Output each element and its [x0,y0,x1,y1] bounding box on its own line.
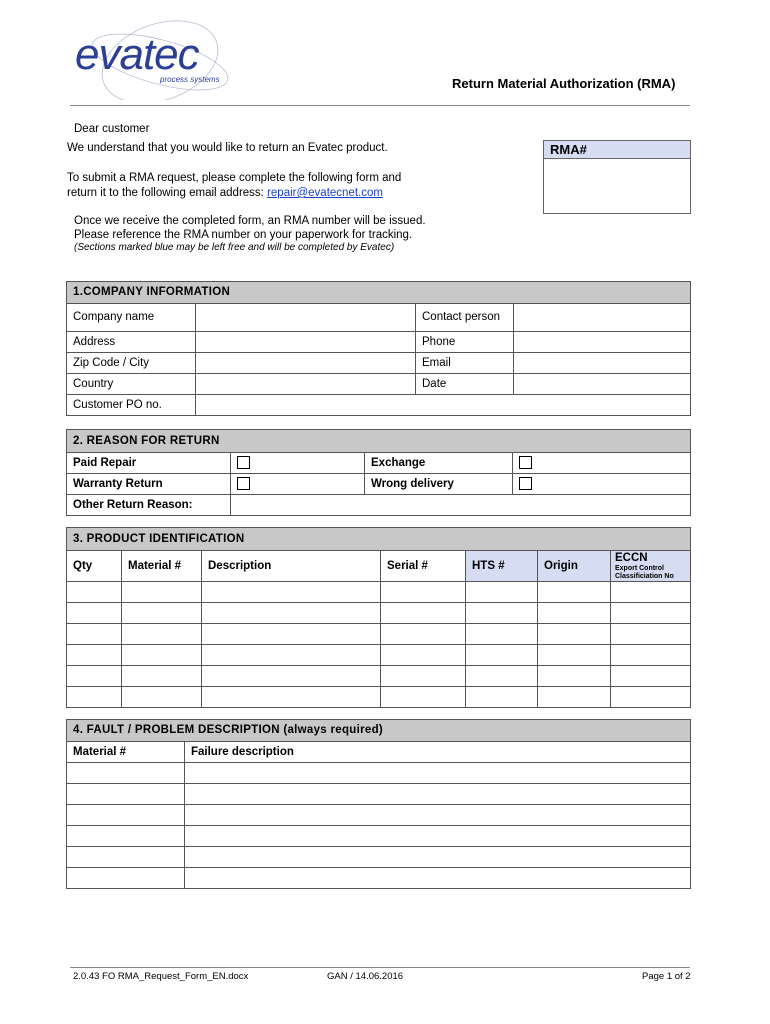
table-cell[interactable] [202,582,381,603]
table-cell[interactable] [67,666,122,687]
table-row [67,847,691,868]
intro-line-3a: Once we receive the completed form, an RMA number will be issued. [74,215,426,227]
table-row [67,603,691,624]
intro-line-2b [67,186,383,200]
failure-description-header: Failure description [185,742,691,763]
customer-po-label: Customer PO no. [67,395,196,416]
table-row [67,645,691,666]
table-cell[interactable] [538,645,611,666]
fault-material-header: Material # [67,742,185,763]
logo-wordmark: evatec [75,30,199,79]
table-cell[interactable] [381,624,466,645]
paid-repair-cell [231,453,365,474]
table-cell[interactable] [67,763,185,784]
material-header: Material # [122,551,202,582]
rma-number-field[interactable] [544,159,690,213]
origin-header: Origin [538,551,611,582]
table-cell[interactable] [202,666,381,687]
table-cell[interactable] [185,868,691,889]
table-cell[interactable] [185,805,691,826]
table-row [67,582,691,603]
table-cell[interactable] [67,603,122,624]
contact-person-label: Contact person [416,304,514,332]
table-cell[interactable] [611,624,691,645]
address-label: Address [67,332,196,353]
table-cell[interactable] [611,687,691,708]
email-label: Email [416,353,514,374]
table-cell[interactable] [466,687,538,708]
fault-description-table [66,719,691,889]
description-header: Description [202,551,381,582]
logo-tagline: process systems [160,75,220,84]
table-cell[interactable] [466,624,538,645]
warranty-return-label: Warranty Return [67,474,231,495]
table-row [67,868,691,889]
table-cell[interactable] [202,624,381,645]
table-cell[interactable] [67,826,185,847]
table-row [67,826,691,847]
table-row [67,687,691,708]
footer-doc-ref: 2.0.43 FO RMA_Request_Form_EN.docx [73,971,249,982]
table-cell[interactable] [122,666,202,687]
table-cell[interactable] [202,603,381,624]
company-name-label: Company name [67,304,196,332]
table-cell[interactable] [67,805,185,826]
email-link[interactable]: repair@evatecnet.com [267,187,383,199]
table-cell[interactable] [538,582,611,603]
table-cell[interactable] [381,687,466,708]
footer-page-number: Page 1 of 2 [642,971,691,982]
rma-number-label: RMA# [544,141,690,159]
table-cell[interactable] [466,603,538,624]
logo [60,20,260,100]
eccn-subtitle: Export Control Classificiation No [615,564,674,580]
table-row [67,666,691,687]
table-cell[interactable] [122,603,202,624]
footer-divider [70,967,690,968]
intro-line-2a: To submit a RMA request, please complete the following form and [67,172,402,184]
table-row [67,763,691,784]
intro-email-prefix: return it to the following email address: [67,187,268,199]
date-label: Date [416,374,514,395]
table-cell[interactable] [202,687,381,708]
table-cell[interactable] [538,666,611,687]
table-cell[interactable] [466,666,538,687]
greeting: Dear customer [74,123,150,135]
table-cell[interactable] [67,582,122,603]
other-reason-label: Other Return Reason: [67,495,231,516]
table-cell[interactable] [67,868,185,889]
table-cell[interactable] [122,645,202,666]
table-cell[interactable] [122,624,202,645]
warranty-return-checkbox[interactable] [237,477,250,490]
table-cell[interactable] [538,687,611,708]
table-cell[interactable] [122,687,202,708]
eccn-header [611,551,691,582]
table-cell[interactable] [381,645,466,666]
table-cell[interactable] [381,603,466,624]
company-name-field[interactable] [196,304,416,332]
table-cell[interactable] [466,645,538,666]
table-cell[interactable] [67,847,185,868]
exchange-checkbox[interactable] [519,456,532,469]
table-cell[interactable] [466,582,538,603]
section-3-title: 3. PRODUCT IDENTIFICATION [67,528,691,551]
wrong-delivery-label: Wrong delivery [365,474,513,495]
footer-author-date: GAN / 14.06.2016 [327,971,404,982]
blue-sections-note: (Sections marked blue may be left free and will be completed by Evatec) [74,242,395,253]
table-cell[interactable] [67,687,122,708]
date-field[interactable] [514,374,691,395]
serial-header: Serial # [381,551,466,582]
intro-line-3b: Please reference the RMA number on your paperwork for tracking. [74,229,413,241]
table-cell[interactable] [381,666,466,687]
section-2-title: 2. REASON FOR RETURN [67,430,691,453]
hts-header: HTS # [466,551,538,582]
qty-header: Qty [67,551,122,582]
table-cell[interactable] [185,826,691,847]
table-cell[interactable] [67,645,122,666]
table-cell[interactable] [611,666,691,687]
paid-repair-checkbox[interactable] [237,456,250,469]
table-row [67,784,691,805]
intro-line-1: We understand that you would like to return an Evatec product. [67,142,388,154]
contact-person-field[interactable] [514,304,691,332]
table-cell[interactable] [538,603,611,624]
section-4-title: 4. FAULT / PROBLEM DESCRIPTION (always required) [67,720,691,742]
table-cell[interactable] [202,645,381,666]
address-field[interactable] [196,332,416,353]
email-field[interactable] [514,353,691,374]
exchange-cell [513,453,691,474]
phone-label: Phone [416,332,514,353]
zip-city-field[interactable] [196,353,416,374]
wrong-delivery-cell [513,474,691,495]
wrong-delivery-checkbox[interactable] [519,477,532,490]
table-cell[interactable] [185,847,691,868]
section-1-title: 1.COMPANY INFORMATION [67,282,691,304]
zip-city-label: Zip Code / City [67,353,196,374]
table-cell[interactable] [185,784,691,805]
customer-po-field[interactable] [196,395,691,416]
reason-for-return-table [66,429,691,516]
table-cell[interactable] [381,582,466,603]
country-label: Country [67,374,196,395]
table-row [67,624,691,645]
other-reason-field[interactable] [231,495,691,516]
table-cell[interactable] [67,784,185,805]
country-field[interactable] [196,374,416,395]
warranty-return-cell [231,474,365,495]
phone-field[interactable] [514,332,691,353]
paid-repair-label: Paid Repair [67,453,231,474]
table-cell[interactable] [611,603,691,624]
table-cell[interactable] [67,624,122,645]
table-cell[interactable] [611,645,691,666]
table-cell[interactable] [185,763,691,784]
document-title: Return Material Authorization (RMA) [452,76,676,91]
product-identification-table [66,527,691,708]
company-information-table [66,281,691,416]
table-row [67,805,691,826]
table-cell[interactable] [538,624,611,645]
table-cell[interactable] [611,582,691,603]
table-cell[interactable] [122,582,202,603]
exchange-label: Exchange [365,453,513,474]
eccn-title: ECCN [615,551,648,564]
header-divider [70,105,690,106]
rma-number-box [543,140,691,214]
